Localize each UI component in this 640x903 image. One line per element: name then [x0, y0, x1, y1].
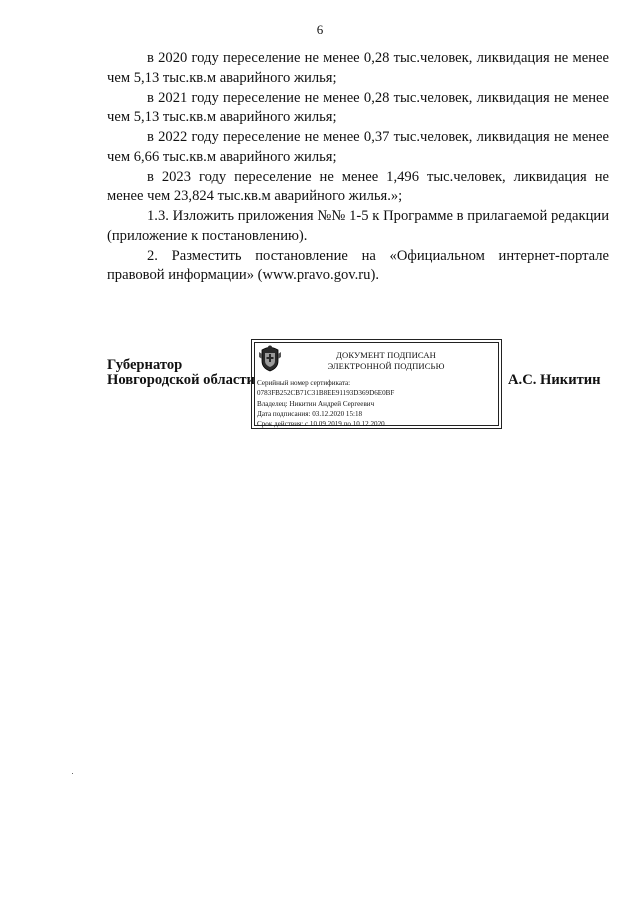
certificate-owner: Владелец: Никитин Андрей Сергеевич [257, 399, 375, 408]
coat-of-arms-icon [258, 344, 282, 372]
signatory-position-line-1: Губернатор [107, 357, 183, 373]
signatory-name: А.С. Никитин [508, 372, 601, 388]
paragraph-item-1-3: 1.3. Изложить приложения №№ 1-5 к Программе в прилагаемой редакции (приложение к постановлению). [107, 208, 609, 244]
stamp-title-line-2: ЭЛЕКТРОННОЙ ПОДПИСЬЮ [327, 361, 445, 371]
signatory-position [107, 358, 255, 388]
certificate-validity: Срок действия: с 10.09.2019 по 10.12.2020 [257, 420, 385, 429]
signing-date: Дата подписания: 03.12.2020 15:18 [257, 409, 363, 418]
document-body [107, 49, 609, 286]
stamp-title [296, 350, 476, 372]
scan-speck [72, 773, 73, 774]
page-number: 6 [316, 22, 324, 37]
paragraph-2021: в 2021 году переселение не менее 0,28 тыс.человек, ликвидация не менее чем 5,13 тыс.кв.м аварийного жилья; [107, 89, 609, 125]
certificate-serial-value: 0783FB252CB71C31B8EE91193D369D6E0BF [257, 389, 395, 398]
signatory-position-line-2: Новгородской области [107, 372, 255, 388]
paragraph-2020: в 2020 году переселение не менее 0,28 тыс.человек, ликвидация не менее чем 5,13 тыс.кв.м аварийного жилья; [107, 50, 609, 86]
certificate-serial-label: Серийный номер сертификата: [257, 379, 351, 387]
stamp-title-line-1: ДОКУМЕНТ ПОДПИСАН [336, 350, 436, 360]
paragraph-2022: в 2022 году переселение не менее 0,37 тыс.человек, ликвидация не менее чем 6,66 тыс.кв.м аварийного жилья; [107, 129, 609, 165]
paragraph-item-2: 2. Разместить постановление на «Официальном интернет-портале правовой информации» (www.pravo.gov.ru). [107, 247, 609, 283]
electronic-signature-stamp [251, 339, 502, 429]
paragraph-2023: в 2023 году переселение не менее 1,496 тыс.человек, ликвидация не менее чем 23,824 тыс.кв.м аварийного жилья.»; [107, 168, 609, 204]
stamp-details [257, 378, 394, 429]
